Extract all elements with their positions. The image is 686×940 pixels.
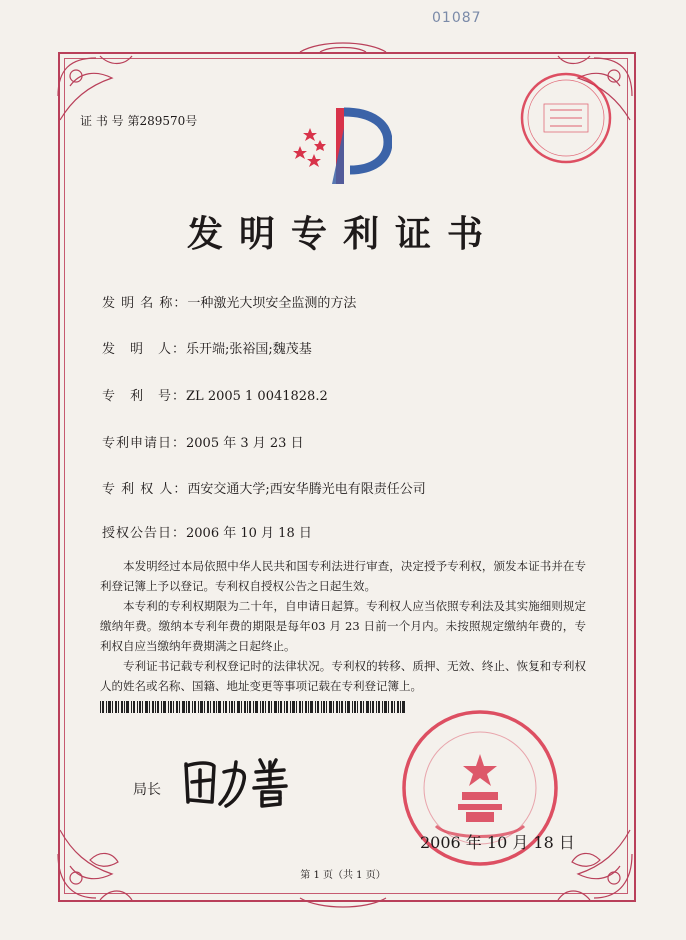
barcode-bar bbox=[207, 701, 209, 713]
barcode-bar bbox=[382, 701, 383, 713]
barcode-bar bbox=[152, 701, 154, 713]
barcode-bar bbox=[170, 701, 172, 713]
barcode-bar bbox=[229, 701, 230, 713]
field-patentee bbox=[102, 478, 426, 497]
field-value: 一种激光大坝安全监测的方法 bbox=[187, 296, 357, 311]
barcode-bar bbox=[363, 701, 364, 713]
barcode-bar bbox=[366, 701, 369, 713]
barcode-bar bbox=[139, 701, 141, 713]
barcode-bar bbox=[131, 701, 132, 713]
barcode-bar bbox=[274, 701, 277, 713]
barcode-bar bbox=[255, 701, 258, 713]
barcode-bar bbox=[268, 701, 270, 713]
corner-ornament-bottom-left bbox=[58, 830, 132, 900]
director-title: 局长 bbox=[133, 782, 161, 798]
barcode-bar bbox=[218, 701, 221, 713]
field-value: 2006 年 10 月 18 日 bbox=[186, 526, 312, 541]
handwritten-note: 01087 bbox=[432, 10, 482, 26]
barcode-bar bbox=[315, 701, 316, 713]
barcode-bar bbox=[106, 701, 107, 713]
barcode-bar bbox=[278, 701, 279, 713]
barcode-bar bbox=[249, 701, 251, 713]
barcode-bar bbox=[284, 701, 285, 713]
certificate-body bbox=[100, 556, 586, 696]
barcode-bar bbox=[155, 701, 156, 713]
barcode-bar bbox=[179, 701, 180, 713]
barcode-bar bbox=[253, 701, 254, 713]
barcode-bar bbox=[323, 701, 325, 713]
barcode-bar bbox=[384, 701, 387, 713]
page-number: 第 1 页（共 1 页） bbox=[300, 870, 386, 881]
barcode-bar bbox=[347, 701, 350, 713]
issue-date: 2006 年 10 月 18 日 bbox=[420, 833, 575, 852]
barcode-bar bbox=[296, 701, 297, 713]
barcode-bar bbox=[241, 701, 242, 713]
barcode-bar bbox=[186, 701, 187, 713]
barcode-bar bbox=[372, 701, 374, 713]
barcode-bar bbox=[336, 701, 338, 713]
field-patent-number bbox=[102, 385, 328, 404]
barcode-bar bbox=[145, 701, 148, 713]
barcode-bar bbox=[213, 701, 215, 713]
barcode-bar bbox=[339, 701, 340, 713]
barcode-bar bbox=[126, 701, 129, 713]
barcode-bar bbox=[308, 701, 309, 713]
barcode-bar bbox=[310, 701, 313, 713]
barcode-bar bbox=[161, 701, 162, 713]
certificate-title: 发明专利证书 bbox=[186, 213, 499, 255]
barcode-bar bbox=[292, 701, 295, 713]
field-value: ZL 2005 1 0041828.2 bbox=[186, 389, 328, 404]
barcode-bar bbox=[133, 701, 135, 713]
field-label: 专 利 号： bbox=[102, 389, 187, 404]
barcode-bar bbox=[388, 701, 389, 713]
field-label: 专利申请日： bbox=[102, 436, 187, 451]
barcode-bar bbox=[108, 701, 111, 713]
barcode-bar bbox=[262, 701, 264, 713]
field-label: 发 明 名 称： bbox=[102, 296, 188, 311]
field-label: 专 利 权 人： bbox=[102, 482, 188, 497]
barcode-bar bbox=[100, 701, 101, 713]
barcode-bar bbox=[102, 701, 104, 713]
barcode-bar bbox=[223, 701, 224, 713]
top-center-ornament bbox=[300, 43, 386, 52]
barcode-bar bbox=[210, 701, 211, 713]
barcode-bar bbox=[124, 701, 125, 713]
barcode-bar bbox=[247, 701, 248, 713]
barcode-bar bbox=[354, 701, 356, 713]
barcode-bar bbox=[200, 701, 203, 713]
field-filing-date bbox=[102, 432, 304, 451]
barcode-bar bbox=[302, 701, 303, 713]
barcode-bar bbox=[168, 701, 169, 713]
barcode-bar bbox=[345, 701, 346, 713]
body-paragraph: 本发明经过本局依照中华人民共和国专利法进行审查，决定授予专利权，颁发本证书并在专利登记簿上予以登记。专利权自授权公告之日起生效。 bbox=[100, 559, 586, 593]
barcode-bar bbox=[286, 701, 288, 713]
barcode-bar bbox=[237, 701, 240, 713]
certificate-number bbox=[80, 112, 197, 129]
barcode-bar bbox=[188, 701, 190, 713]
patent-office-logo bbox=[292, 98, 392, 188]
barcode-bar bbox=[326, 701, 327, 713]
barcode-bar bbox=[121, 701, 123, 713]
barcode-bar bbox=[397, 701, 399, 713]
barcode-bar bbox=[157, 701, 159, 713]
barcode-bar bbox=[394, 701, 395, 713]
barcode-bar bbox=[321, 701, 322, 713]
barcode-bar bbox=[112, 701, 113, 713]
barcode-bar bbox=[305, 701, 307, 713]
body-paragraph: 专利证书记载专利权登记时的法律状况。专利权的转移、质押、无效、终止、恢复和专利权人的姓名或名称、国籍、地址变更等事项记载在专利登记簿上。 bbox=[100, 659, 586, 693]
barcode-bar bbox=[280, 701, 282, 713]
barcode-bar bbox=[194, 701, 196, 713]
barcode-bar bbox=[198, 701, 199, 713]
field-value: 2005 年 3 月 23 日 bbox=[186, 436, 304, 451]
barcode-bar bbox=[163, 701, 166, 713]
barcode-bar bbox=[234, 701, 235, 713]
barcode-bar bbox=[173, 701, 174, 713]
tax-seal bbox=[518, 70, 614, 166]
director-signature bbox=[178, 752, 308, 810]
field-invention-name bbox=[102, 292, 356, 311]
barcode-bar bbox=[176, 701, 178, 713]
barcode-bar bbox=[204, 701, 205, 713]
field-value: 西安交通大学;西安华腾光电有限责任公司 bbox=[187, 482, 426, 497]
certificate-number-label: 证 书 号 bbox=[80, 114, 124, 128]
barcode-bar bbox=[333, 701, 334, 713]
field-inventors bbox=[102, 338, 312, 357]
barcode-bar bbox=[299, 701, 301, 713]
barcode-bar bbox=[357, 701, 358, 713]
barcode-bar bbox=[260, 701, 261, 713]
certificate-number-value: 第289570号 bbox=[127, 114, 198, 128]
body-paragraph: 本专利的专利权期限为二十年，自申请日起算。专利权人应当依照专利法及其实施细则规定缴纳年费。缴纳本专利年费的期限是每年03 月 23 日前一个月内。未按照规定缴纳年费的，专利权自应当缴纳年费期满之日起终止。 bbox=[100, 599, 586, 653]
barcode-bar bbox=[360, 701, 362, 713]
barcode-bar bbox=[149, 701, 150, 713]
barcode-bar bbox=[271, 701, 272, 713]
bottom-center-ornament bbox=[300, 898, 386, 907]
barcode-bar bbox=[370, 701, 371, 713]
barcode-bar bbox=[216, 701, 217, 713]
barcode-bar bbox=[391, 701, 393, 713]
barcode-bar bbox=[341, 701, 343, 713]
barcode-bar bbox=[378, 701, 380, 713]
barcode-bar bbox=[329, 701, 332, 713]
barcode-bar bbox=[182, 701, 185, 713]
barcode-bar bbox=[376, 701, 377, 713]
barcode-bar bbox=[317, 701, 319, 713]
barcode-bar bbox=[244, 701, 246, 713]
barcode-bar bbox=[290, 701, 291, 713]
barcode-bar bbox=[142, 701, 143, 713]
barcode-bar bbox=[352, 701, 353, 713]
corner-ornament-top-left bbox=[58, 56, 132, 120]
barcode-bar bbox=[192, 701, 193, 713]
barcode-bar bbox=[265, 701, 266, 713]
field-label: 授权公告日： bbox=[102, 526, 187, 541]
barcode-bar bbox=[225, 701, 227, 713]
field-label: 发 明 人： bbox=[102, 342, 187, 357]
field-grant-date bbox=[102, 522, 312, 541]
barcode-bar bbox=[137, 701, 138, 713]
barcode-bar bbox=[231, 701, 233, 713]
barcode-bar bbox=[115, 701, 117, 713]
barcode-bar bbox=[118, 701, 119, 713]
field-value: 乐开端;张裕国;魏茂基 bbox=[186, 342, 312, 357]
barcode bbox=[100, 701, 410, 713]
